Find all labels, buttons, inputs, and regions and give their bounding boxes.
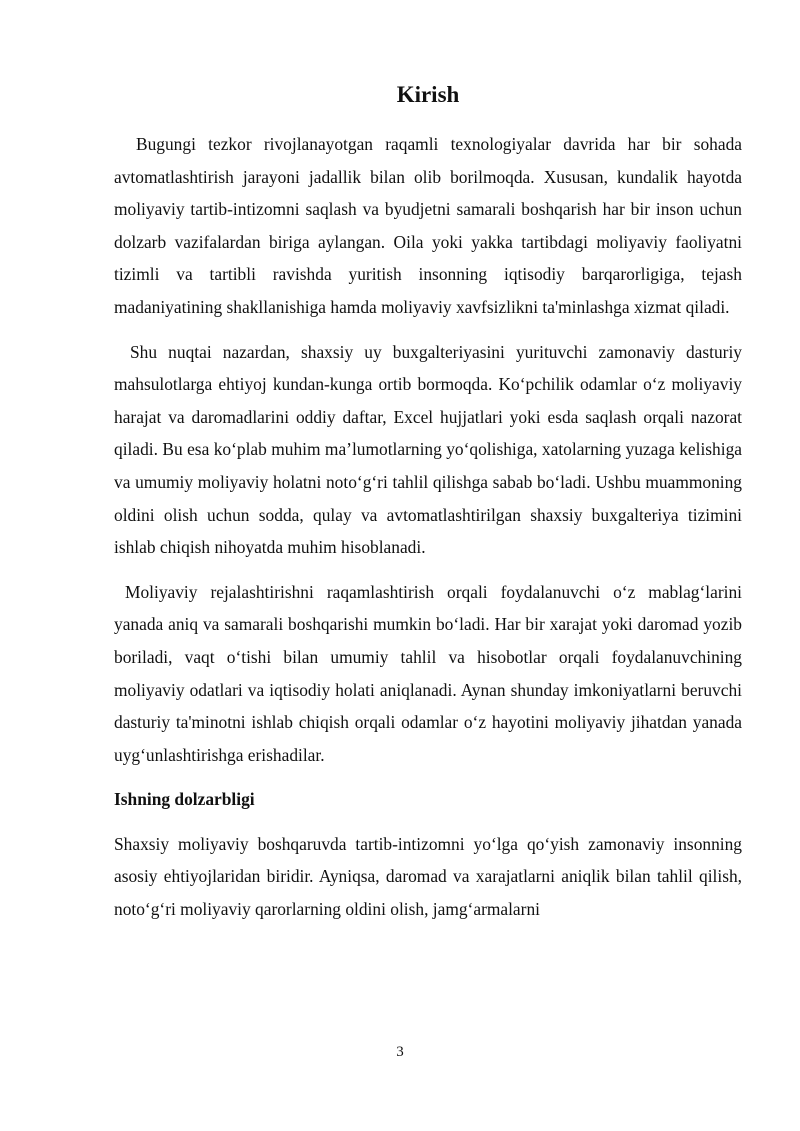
section-heading: Ishning dolzarbligi — [114, 789, 255, 810]
intro-paragraph-1: Bugungi tezkor rivojlanayotgan raqamli texnologiyalar davrida har bir sohada avtomatlashtirish jarayoni jadallik bilan olib borilmoqda. Xususan, kundalik hayotda moliyaviy tartib-intizomni saqlash va byudjetni samarali boshqarish har bir inson uchun dolzarb vazifalardan biriga aylangan. Oila yoki yakka tartibdagi moliyaviy faoliyatni tizimli va tartibli ravishda yuritish insonning iqtisodiy barqarorligiga, tejash madaniyatining shakllanishiga hamda moliyaviy xavfsizlikni ta'minlashga xizmat qiladi. — [114, 134, 742, 317]
intro-paragraph-2: Shu nuqtai nazardan, shaxsiy uy buxgalteriyasini yurituvchi zamonaviy dasturiy mahsulotlarga ehtiyoj kundan-kunga ortib bormoqda. Ko‘pchilik odamlar o‘z moliyaviy harajat va daromadlarini oddiy daftar, Excel hujjatlari yoki esda saqlash orqali nazorat qiladi. Bu esa ko‘plab muhim ma’lumotlarning yo‘qolishiga, xatolarning yuzaga kelishiga va umumiy moliyaviy holatni noto‘g‘ri tahlil qilishga sabab bo‘ladi. Ushbu muammoning oldini olish uchun sodda, qulay va avtomatlashtirilgan shaxsiy buxgalteriya tizimini ishlab chiqish nihoyatda muhim hisoblanadi. — [114, 341, 742, 558]
intro-paragraph-3: Moliyaviy rejalashtirishni raqamlashtirish orqali foydalanuvchi o‘z mablag‘larini yanada aniq va samarali boshqarishi mumkin bo‘ladi. Har bir xarajat yoki daromad yozib boriladi, vaqt o‘tishi bilan umumiy tahlil va hisobotlar orqali foydalanuvchining moliyaviy odatlari va iqtisodiy holati aniqlanadi. Aynan shunday imkoniyatlarni beruvchi dasturiy ta'minotni ishlab chiqish orqali odamlar o‘z hayotini moliyaviy jihatdan yanada uyg‘unlashtirishga erishadilar. — [114, 581, 742, 765]
page-content — [114, 78, 742, 938]
page-number: 3 — [396, 1044, 404, 1060]
section-paragraph: Shaxsiy moliyaviy boshqaruvda tartib-intizomni yo‘lga qo‘yish zamonaviy insonning asosiy ehtiyojlaridan biridir. Ayniqsa, daromad va xarajatlarni aniqlik bilan tahlil qilish, noto‘g‘ri moliyaviy qarorlarning oldini olish, jamg‘armalarni — [114, 833, 742, 920]
page-title: Kirish — [396, 82, 460, 107]
